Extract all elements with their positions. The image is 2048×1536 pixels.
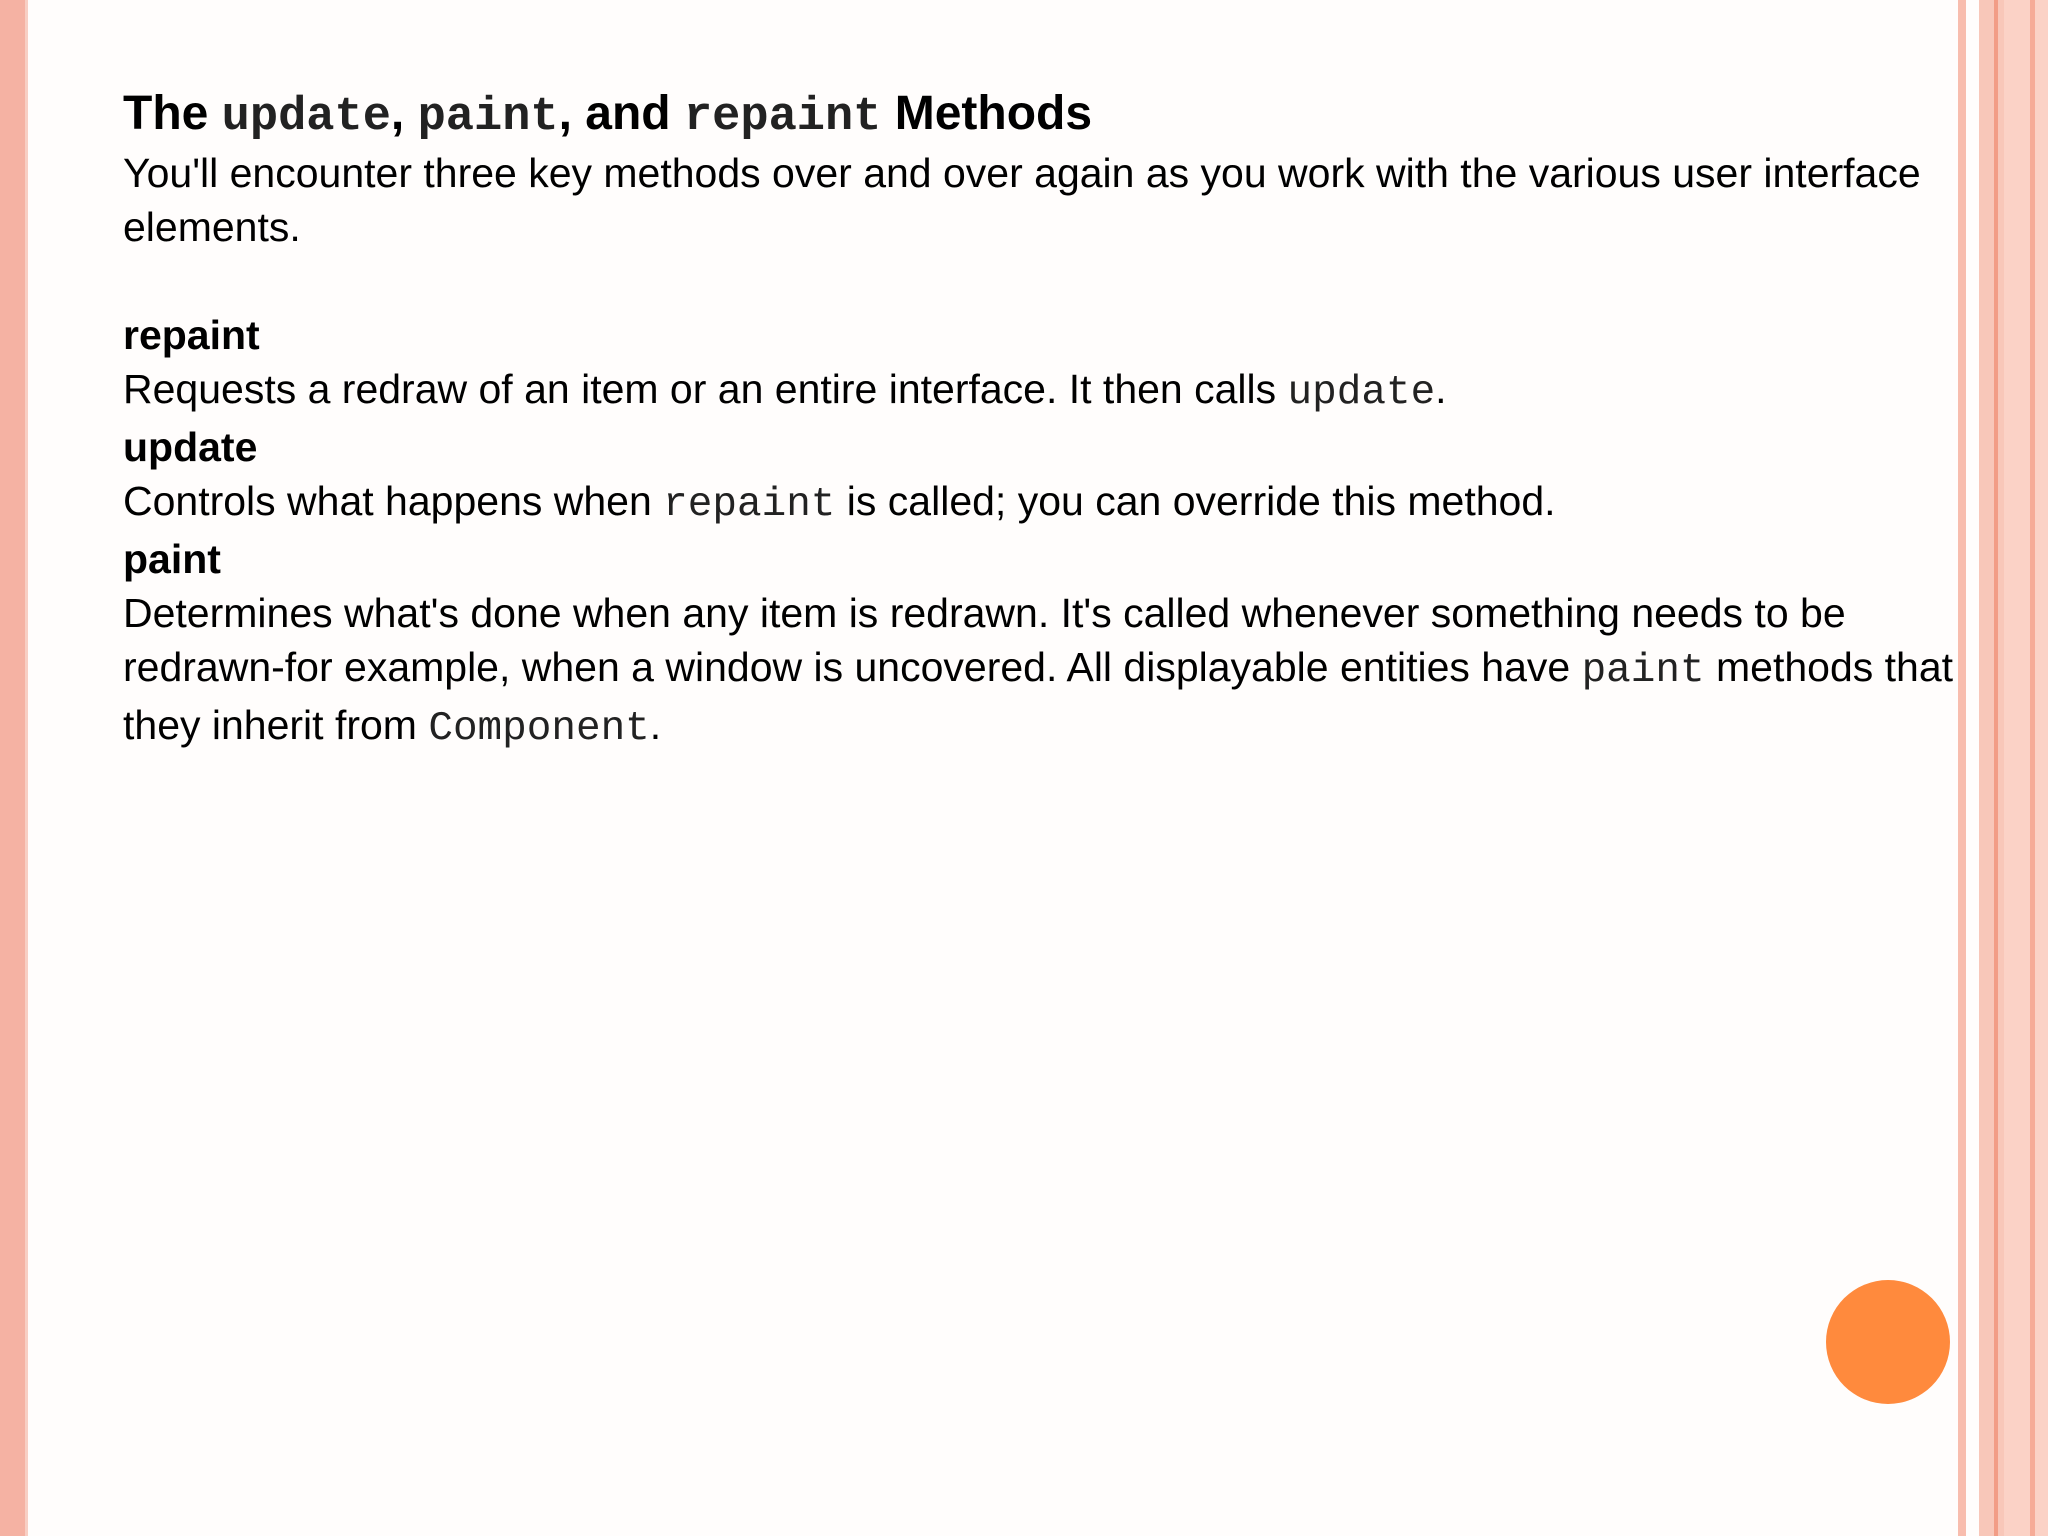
title-separator-2: , and: [558, 87, 684, 140]
method-term-repaint: repaint: [123, 312, 260, 358]
method-text: .: [649, 702, 662, 748]
slide-content: [123, 86, 1968, 756]
spacer: [123, 254, 1968, 308]
method-code: paint: [1581, 648, 1705, 694]
method-text: methods that they inherit from: [123, 644, 1954, 748]
method-description-update: [123, 474, 1968, 532]
intro-text: You'll encounter three key methods over and over again as you work with the various user interface elements.: [123, 150, 1921, 250]
method-description-paint: [123, 586, 1968, 756]
method-code: Component: [428, 706, 650, 752]
title-code-update: update: [221, 91, 391, 144]
method-text: Requests a redraw of an item or an entire interface. It then calls: [123, 366, 1288, 412]
left-border-bar: [0, 0, 25, 1536]
title-prefix: The: [123, 87, 222, 140]
title-code-paint: paint: [417, 91, 559, 144]
method-text: .: [1435, 366, 1447, 412]
method-description-repaint: [123, 362, 1968, 420]
method-text: Determines what's done when any item is redrawn. It's called whenever something needs to be redrawn-for example, when a window is uncovered. All displayable entities have: [123, 590, 1846, 690]
left-border-inner-bar: [25, 0, 28, 1536]
method-term-paint: paint: [123, 536, 221, 582]
method-code: repaint: [663, 482, 836, 528]
title-suffix: Methods: [881, 87, 1093, 140]
method-text: is called; you can override this method.: [835, 478, 1556, 524]
right-border-bar-2: [1979, 0, 2004, 1536]
right-border-bar-5: [2030, 0, 2035, 1536]
title-separator-1: ,: [390, 87, 418, 140]
method-text: Controls what happens when: [123, 478, 664, 524]
method-term-update: update: [123, 424, 258, 470]
right-border-bar-4: [2004, 0, 2048, 1536]
method-code: update: [1287, 370, 1436, 416]
slide-title: [123, 86, 1968, 146]
title-code-repaint: repaint: [683, 91, 882, 144]
orange-dot-decoration: [1826, 1280, 1950, 1404]
right-border-bar-3: [1994, 0, 1998, 1536]
